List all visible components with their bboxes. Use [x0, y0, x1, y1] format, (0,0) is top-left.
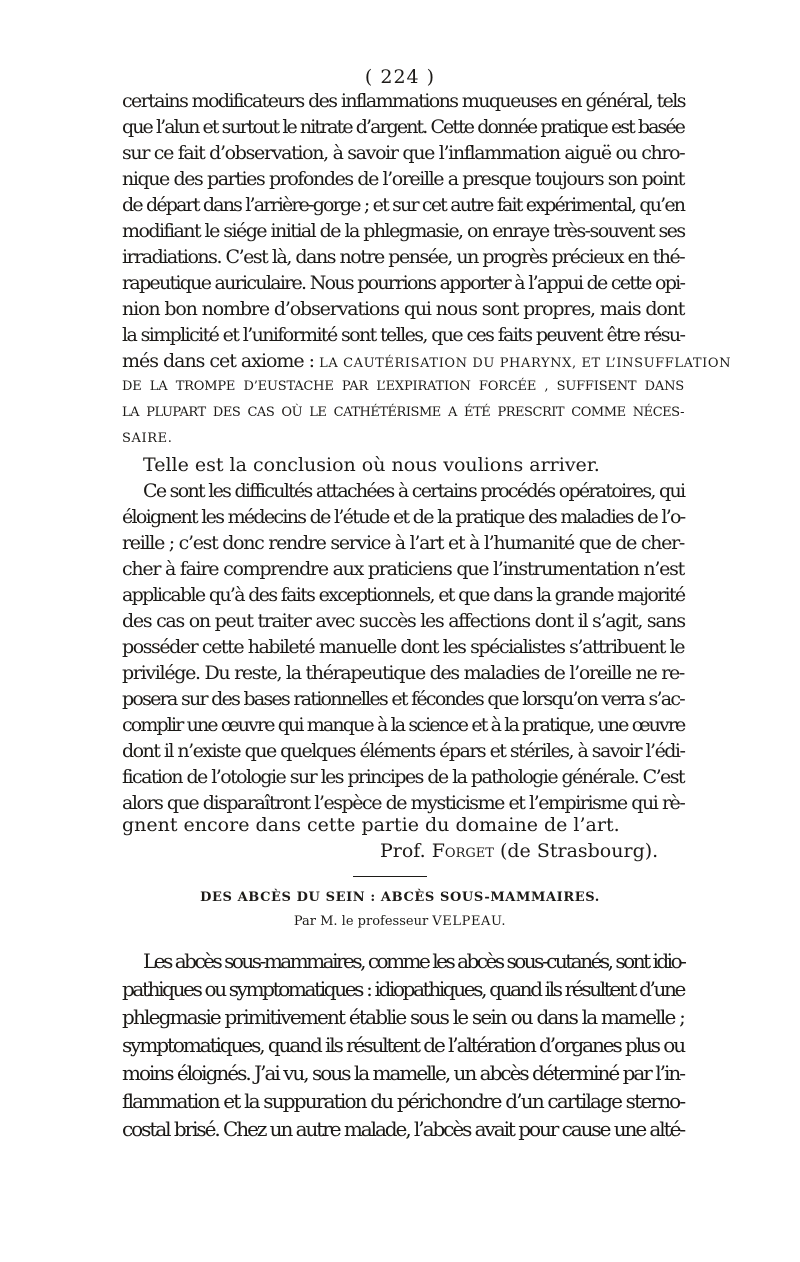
- axiom-small-caps: LA CAUTÉRISATION DU PHARYNX, ET L’INSUFFLATION: [319, 356, 732, 371]
- axiom-line: [122, 348, 732, 377]
- axiom-intro: més dans cet axiome :: [122, 350, 320, 372]
- text-line: irradiations. C’est là, dans notre pensée, un progrès précieux en thé-: [122, 246, 685, 268]
- axiom-line: SAIRE.: [122, 431, 173, 446]
- text-line: que l’alun et surtout le nitrate d’argent. Cette donnée pratique est basée: [122, 116, 684, 138]
- text-line: Telle est la conclusion où nous voulions arriver.: [143, 454, 600, 476]
- text-line: cher à faire comprendre aux praticiens que l’instrumentation n’est: [122, 558, 684, 580]
- signature-prefix: Prof.: [380, 840, 432, 862]
- text-line: posera sur des bases rationnelles et fécondes que lorsqu’on verra s’ac-: [122, 688, 684, 710]
- text-line: Ce sont les difficultés attachées à certains procédés opératoires, qui: [143, 480, 685, 502]
- text-line: reille ; c’est donc rendre service à l’art et à l’humanité que de cher-: [122, 532, 684, 554]
- text-line: nion bon nombre d’observations qui nous sont propres, mais dont: [122, 298, 685, 320]
- signature-name: Forget: [431, 840, 494, 862]
- axiom-line: LA PLUPART DES CAS OÙ LE CATHÉTÉRISME A ÉTÉ PRESCRIT COMME NÉCES-: [122, 405, 684, 420]
- text-line: gnent encore dans cette partie du domaine de l’art.: [122, 814, 620, 836]
- text-line: éloignent les médecins de l’étude et de la pratique des maladies de l’o-: [122, 506, 685, 528]
- section-byline: [0, 912, 800, 932]
- author-signature: [380, 838, 658, 864]
- section-heading: DES ABCÈS DU SEIN : ABCÈS SOUS-MAMMAIRES.: [200, 890, 600, 905]
- axiom-line: DE LA TROMPE D’EUSTACHE PAR L’EXPIRATION FORCÉE , SUFFISENT DANS: [122, 379, 684, 394]
- text-line: moins éloignés. J’ai vu, sous la mamelle, un abcès déterminé par l’in-: [122, 1061, 684, 1085]
- text-line: des cas on peut traiter avec succès les affections dont il s’agit, sans: [122, 610, 685, 632]
- text-line: flammation et la suppuration du périchondre d’un cartilage sterno-: [122, 1089, 685, 1113]
- byline-prefix: Par M. le professeur: [293, 914, 433, 929]
- text-line: nique des parties profondes de l’oreille a presque toujours son point: [122, 168, 685, 190]
- text-line: modifiant le siége initial de la phlegmasie, on enraye très-souvent ses: [122, 220, 685, 242]
- text-line: pathiques ou symptomatiques : idiopathiques, quand ils résultent d’une: [122, 977, 684, 1001]
- text-line: sur ce fait d’observation, à savoir que l’inflammation aiguë ou chro-: [122, 142, 685, 164]
- text-line: la simplicité et l’uniformité sont telles, que ces faits peuvent être résu-: [122, 324, 685, 346]
- text-line: phlegmasie primitivement établie sous le sein ou dans la mamelle ;: [122, 1005, 684, 1029]
- text-line: rapeutique auriculaire. Nous pourrions apporter à l’appui de cette opi-: [122, 272, 685, 294]
- page-number: ( 224 ): [364, 66, 436, 88]
- text-line: privilége. Du reste, la thérapeutique des maladies de l’oreille ne re-: [122, 662, 684, 684]
- byline-name: VELPEAU.: [432, 914, 507, 929]
- text-line: fication de l’otologie sur les principes de la pathologie générale. C’est: [122, 766, 684, 788]
- text-line: complir une œuvre qui manque à la science et à la pratique, une œuvre: [122, 714, 685, 736]
- text-line: applicable qu’à des faits exceptionnels, et que dans la grande majorité: [122, 584, 685, 606]
- text-line: de départ dans l’arrière-gorge ; et sur cet autre fait expérimental, qu’en: [122, 194, 685, 216]
- text-line: Les abcès sous-mammaires, comme les abcès sous-cutanés, sont idio-: [143, 949, 685, 973]
- text-line: alors que disparaîtront l’espèce de mysticisme et l’empirisme qui rè-: [122, 792, 685, 814]
- text-line: certains modificateurs des inflammations muqueuses en général, tels: [122, 90, 685, 112]
- text-line: costal brisé. Chez un autre malade, l’abcès avait pour cause une alté-: [122, 1117, 685, 1141]
- signature-suffix: (de Strasbourg).: [493, 840, 659, 862]
- text-line: symptomatiques, quand ils résultent de l’altération d’organes plus ou: [122, 1033, 684, 1057]
- text-line: posséder cette habileté manuelle dont les spécialistes s’attribuent le: [122, 636, 684, 658]
- text-line: dont il n’existe que quelques éléments épars et stériles, à savoir l’édi-: [122, 740, 685, 762]
- section-divider: [353, 876, 427, 877]
